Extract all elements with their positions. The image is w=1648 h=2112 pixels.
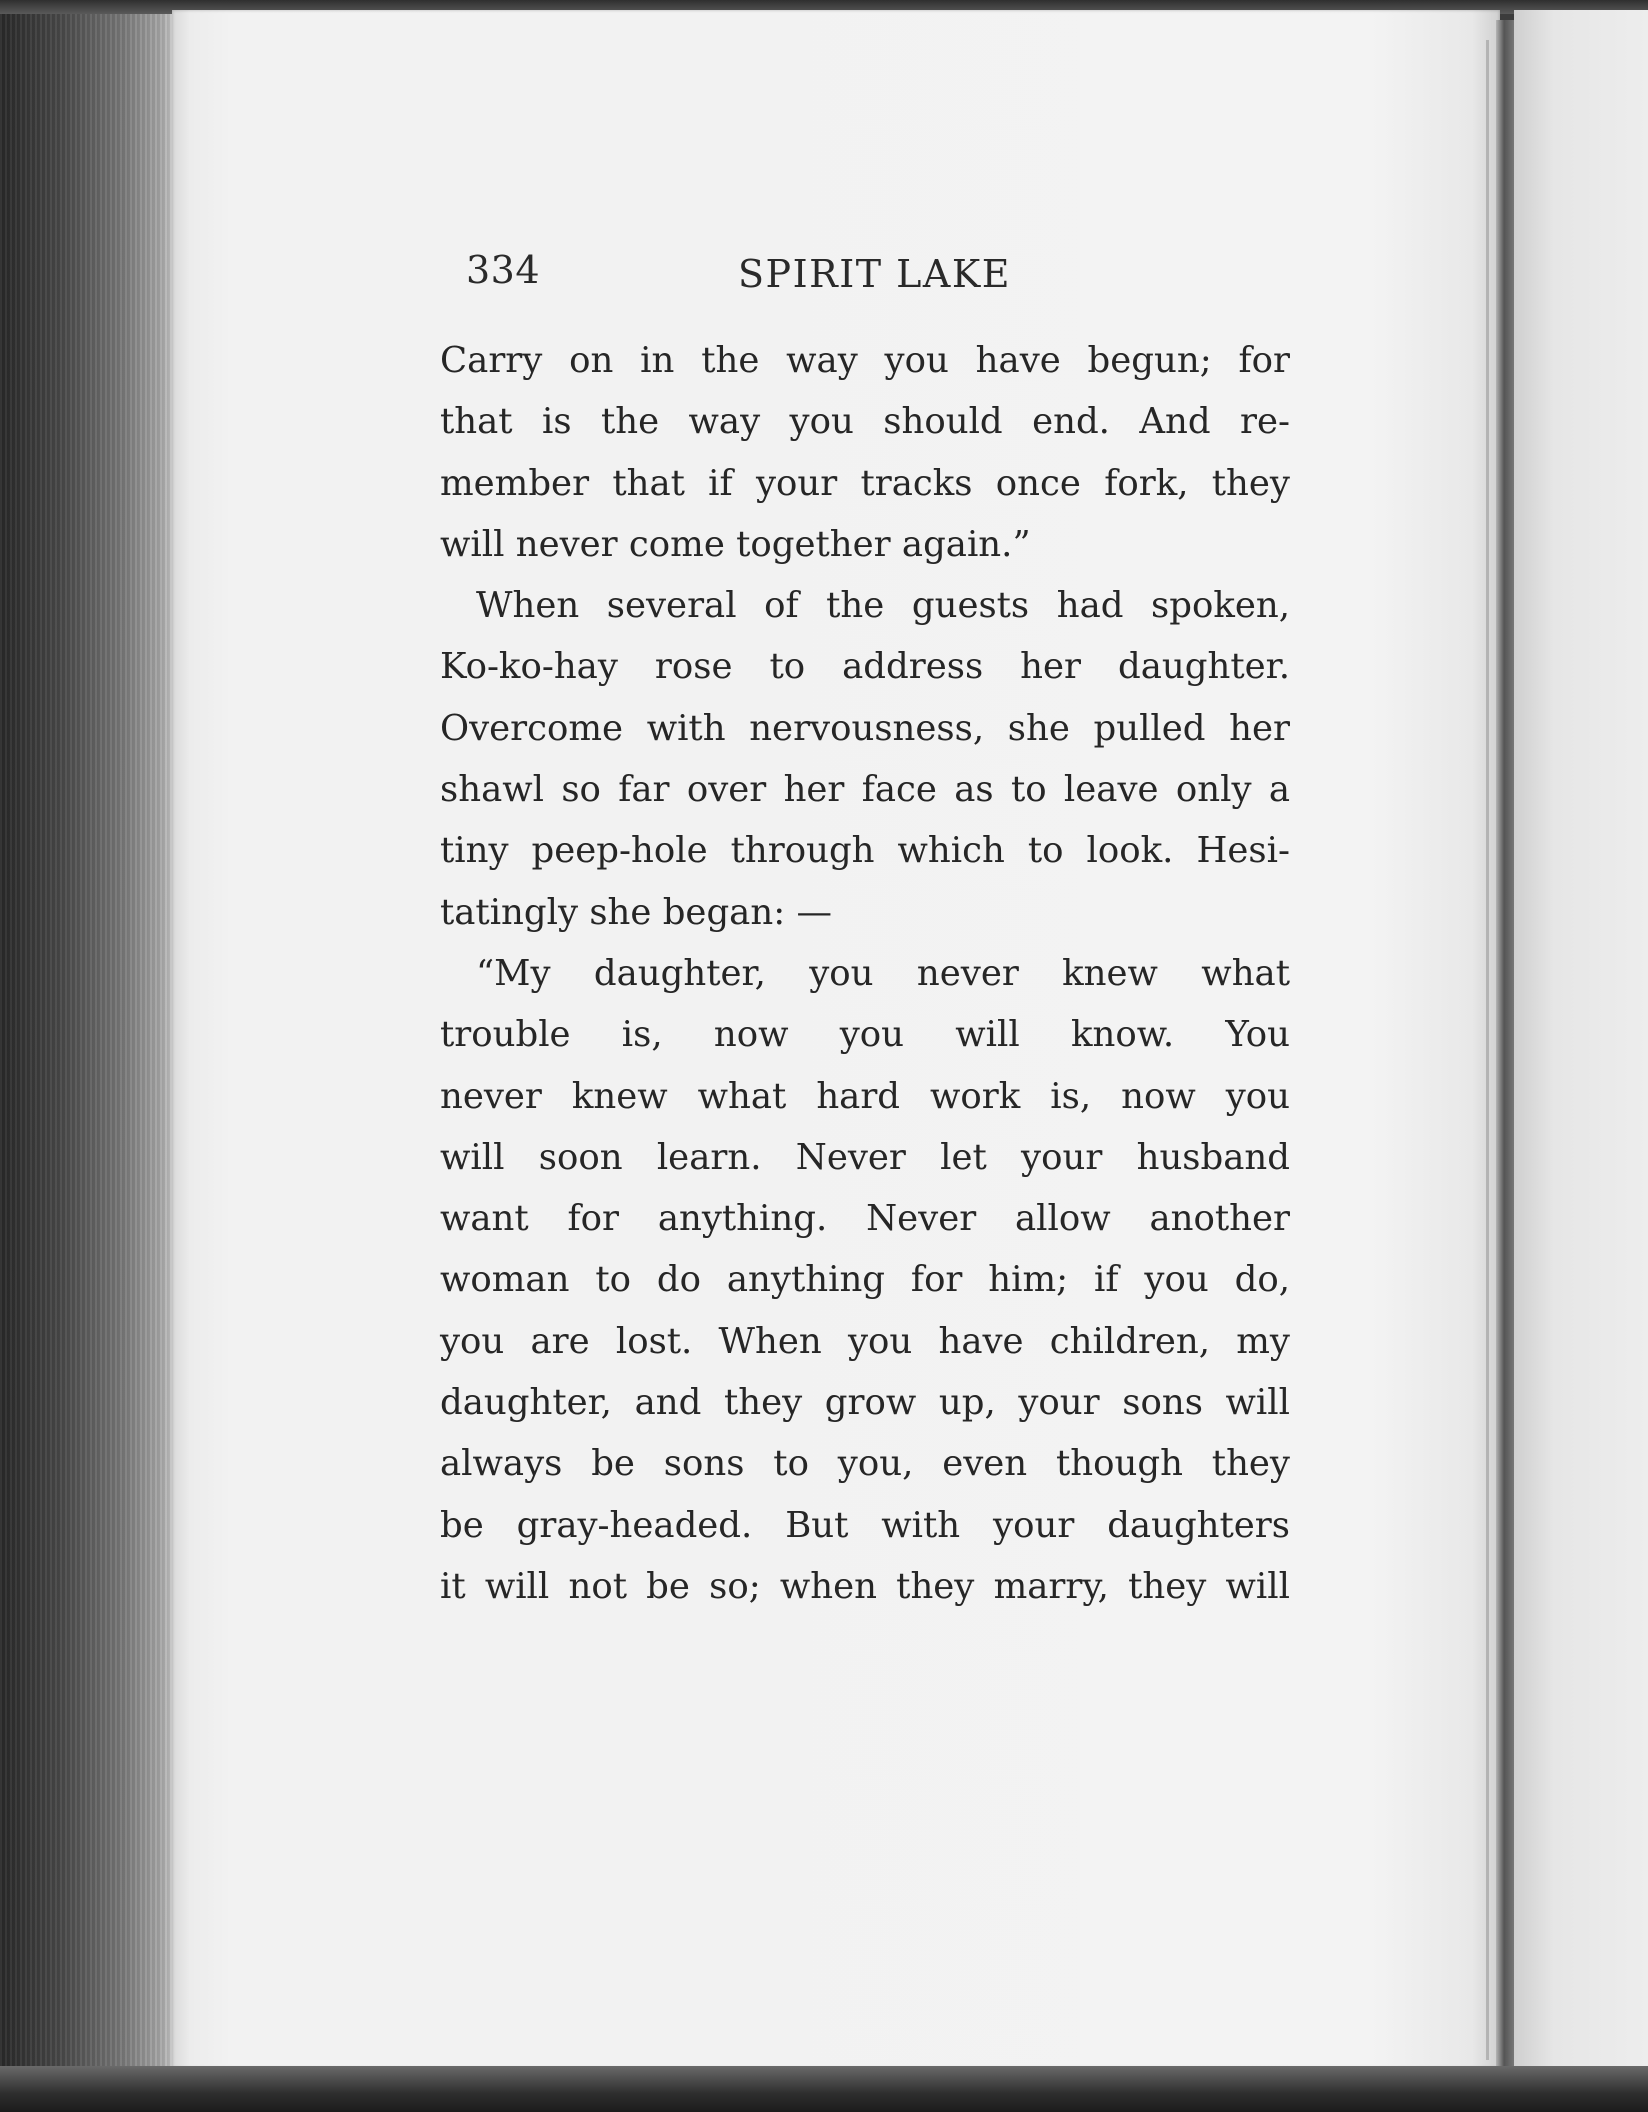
text-line: always be sons to you, even though they [440, 1443, 1290, 1485]
text-line: never knew what hard work is, now you [440, 1075, 1290, 1117]
text-line: will never come together again.” [440, 523, 1031, 565]
text-line: you are lost. When you have children, my [440, 1320, 1290, 1362]
body-text [440, 330, 1290, 1617]
text-line: Carry on in the way you have begun; for [440, 340, 1290, 381]
book-spine [0, 0, 175, 2112]
bottom-edge [0, 2066, 1648, 2112]
text-line: that is the way you should end. And re- [440, 401, 1290, 443]
text-line: “My daughter, you never knew what [476, 952, 1290, 994]
text-line: it will not be so; when they marry, they will [440, 1565, 1290, 1607]
page-edge-rule [1486, 40, 1489, 2060]
text-line: tatingly she began: — [440, 891, 832, 933]
text-line: When several of the guests had spoken, [476, 585, 1290, 627]
text-line: Ko-ko-hay rose to address her daughter. [440, 646, 1290, 688]
text-line: tiny peep-hole through which to look. Hesi- [440, 830, 1290, 872]
page-number: 334 [466, 248, 541, 292]
text-line: want for anything. Never allow another [440, 1198, 1290, 1240]
text-line: will soon learn. Never let your husband [440, 1136, 1290, 1178]
running-head: SPIRIT LAKE [738, 252, 1011, 296]
text-line: member that if your tracks once fork, they [440, 462, 1290, 504]
text-line: woman to do anything for him; if you do, [440, 1259, 1290, 1301]
book-gutter [1496, 20, 1514, 2068]
facing-page-edge [1514, 10, 1648, 2068]
text-line: Overcome with nervousness, she pulled her [440, 707, 1290, 749]
text-line: shawl so far over her face as to leave only a [440, 769, 1290, 811]
page-header [466, 248, 1286, 308]
text-line: trouble is, now you will know. You [440, 1014, 1290, 1056]
text-line: be gray-headed. But with your daughters [440, 1504, 1290, 1546]
text-line: daughter, and they grow up, your sons will [440, 1382, 1290, 1424]
